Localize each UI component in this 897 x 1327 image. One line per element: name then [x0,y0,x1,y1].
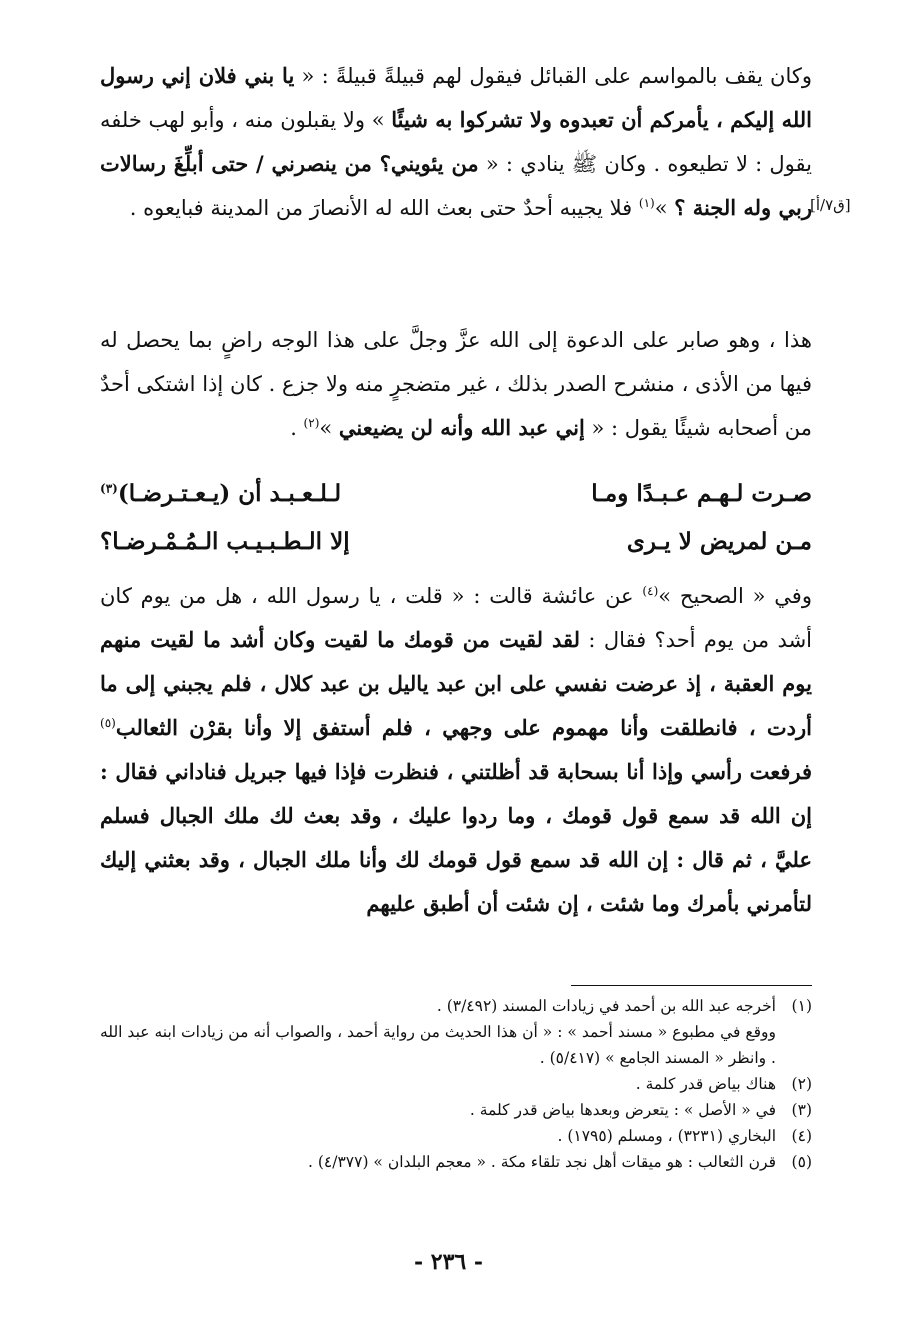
hadith-quote-1: يا بني فلان إني رسول الله إليكم ، يأمركم أن تعبدوه ولا تشركوا به شيئًا [100,63,813,132]
paragraph-2 [100,318,812,450]
paragraph-2-text-c: . [290,416,304,440]
paragraph-3 [100,574,812,926]
footnote-ref-2: (٢) [303,416,320,430]
paragraph-1-text-a: وكان يقف بالمواسم على القبائل فيقول لهم قبيلةً قبيلةً : « [294,64,812,88]
verse-1-first-hemistich: صـرت لـهـم عـبـدًا ومـا [591,479,812,507]
manuscript-folio-marker: [ق٧/أ] [810,196,851,214]
hadith-quote-3: إني عبد الله وأنه لن يضيعني [338,415,585,440]
paragraph-1-text-d: فلا يجيبه أحدٌ حتى بعث الله له الأنصارَ من المدينة فبايعوه . [129,196,639,220]
poem-verse-2 [100,516,812,566]
verse-1-second-hemistich-text: لـلـعـبـد أن (يـعـتـرضـا) [117,479,342,507]
footnote-3 [100,1097,812,1123]
hadith-quote-4: لقد لقيت من قومك ما لقيت وكان أشد ما لقيت منهم يوم العقبة ، إذ عرضت نفسي على ابن عبد ياليل بن عبد كلال ، فلم يجبني إلى ما أردت ، فانطلقت وأنا مهموم على وجهي ، فلم أستفق إلا وأنا بقرْن الثعالب [100,627,812,740]
paragraph-3-text-b: عن عائشة قالت : « قلت ، يا رسول الله ، هل من يوم كان أشد من يوم أحد؟ فقال : [100,584,812,652]
footnote-text: في « الأصل » : يتعرض وبعدها بياض قدر كلمة . [469,1101,776,1119]
footnote-number: (١) [791,997,812,1015]
paragraph-1-text-b: » ولا يقبلون منه ، وأبو لهب خلفه يقول : لا تطيعوه . وكان ﷺ ينادي : « [100,108,812,176]
footnote-text: البخاري (٣٢٣١) ، ومسلم (١٧٩٥) . [557,1127,776,1145]
footnote-4 [100,1123,812,1149]
paragraph-1 [100,54,812,230]
verse-2-second-hemistich: إلا الـطـبـيـب الـمُـمْـرضـا؟ [100,527,350,555]
paragraph-1-text-c: » [654,196,675,220]
footnote-number: (٣) [791,1101,812,1119]
paragraph-3-text-a: وفي « الصحيح » [658,584,812,608]
poem-verse-1 [100,468,812,518]
verse-1-second-hemistich [100,480,341,507]
verse-2-first-hemistich: مـن لمريض لا يـرى [626,527,812,555]
footnote-ref-5: (٥) [100,716,116,730]
paragraph-2-text-b: » [319,416,339,440]
footnote-number: (٢) [791,1075,812,1093]
footnote-1 [100,993,812,1019]
hadith-quote-2: من يئويني؟ من ينصرني / حتى أبلِّغَ رسالات ربي وله الجنة ؟ [100,151,812,220]
footnote-number: (٤) [791,1127,812,1145]
footnote-2 [100,1071,812,1097]
footnote-5 [100,1149,812,1175]
footnote-separator [571,985,812,986]
footnote-ref-3: (٣) [100,480,118,495]
footnote-text: قرن الثعالب : هو ميقات أهل نجد تلقاء مكة . « معجم البلدان » (٤/٣٧٧) . [308,1153,776,1171]
footnote-text: أخرجه عبد الله بن أحمد في زيادات المسند (٣/٤٩٢) . [436,997,776,1015]
footnote-text: هناك بياض قدر كلمة . [635,1075,776,1093]
page-number: - ٢٣٦ - [413,1249,484,1275]
footnote-ref-4: (٤) [642,584,659,598]
paragraph-2-text-a: هذا ، وهو صابر على الدعوة إلى الله عزَّ وجلَّ على هذا الوجه راضٍ بما يحصل له فيها من الأذى ، منشرح الصدر بذلك ، غير متضجرٍ منه ولا جزع . كان إذا اشتكى أحدٌ من أصحابه شيئًا يقول : « [100,328,812,440]
hadith-quote-5: فرفعت رأسي وإذا أنا بسحابة قد أظلتني ، فنظرت فإذا فيها جبريل فناداني فقال : إن الله قد سمع قول قومك ، وما ردوا عليك ، وقد بعث لك ملك الجبال فسلم عليَّ ، ثم قال : إن الله قد سمع قول قومك لك وأنا ملك الجبال ، وقد بعثني إليك لتأمرني بأمرك وما شئت ، إن شئت أن أطبق عليهم [100,759,812,916]
footnote-ref-1: (١) [638,196,655,210]
footnote-1-continuation: ووقع في مطبوع « مسند أحمد » : « أن هذا الحديث من رواية أحمد ، والصواب أنه من زيادات ابنه عبد الله . وانظر « المسند الجامع » (٥/٤١٧) . [100,1023,776,1067]
footnote-number: (٥) [791,1153,812,1171]
footnotes [100,993,812,1175]
